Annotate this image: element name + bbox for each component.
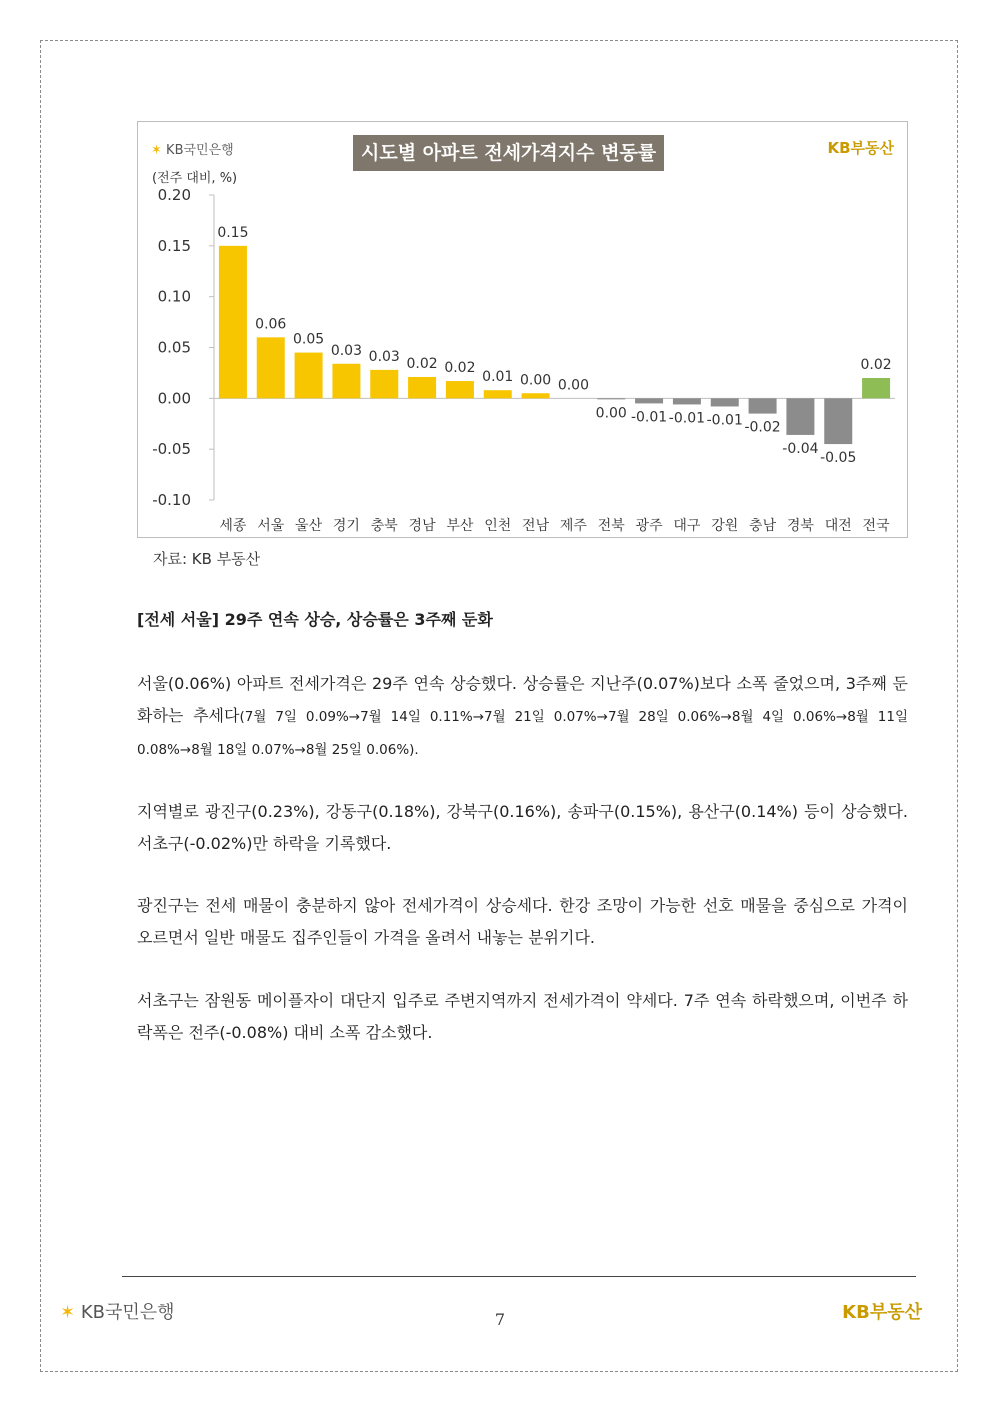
x-tick-label-경북: 경북 — [786, 518, 814, 534]
x-tick-label-충북: 충북 — [370, 518, 398, 534]
data-label-강원: -0.01 — [706, 412, 743, 429]
footer-kb-bank-logo-text: KB국민은행 — [80, 1302, 175, 1323]
bar-경남 — [408, 377, 436, 398]
bar-경기 — [332, 364, 360, 399]
kb-star-icon: ✶ — [60, 1302, 76, 1323]
bar-대전 — [824, 398, 852, 444]
paragraph-gwangjin: 광진구는 전세 매물이 충분하지 않아 전세가격이 상승세다. 한강 조망이 가능한 선호 매물을 중심으로 가격이 오르면서 일반 매물도 집주인들이 가격을 올려서 내놓는 분위기다. — [137, 896, 908, 947]
data-label-세종: 0.15 — [217, 224, 249, 241]
y-tick-label: -0.10 — [152, 491, 191, 509]
paragraph-seocho: 서초구는 잠원동 메이플자이 대단지 입주로 주변지역까지 전세가격이 약세다. 7주 연속 하락했으며, 이번주 하락폭은 전주(-0.08%) 대비 소폭 감소했다. — [137, 991, 908, 1042]
data-label-경남: 0.02 — [406, 355, 438, 372]
data-label-서울: 0.06 — [255, 316, 287, 333]
data-label-울산: 0.05 — [292, 331, 325, 348]
bar-인천 — [484, 390, 512, 398]
kb-star-icon: ✶ — [151, 143, 162, 158]
chart-kb-realestate-logo: KB부동산 — [827, 139, 894, 157]
x-tick-label-울산: 울산 — [295, 518, 323, 534]
paragraph-seoul-summary-main: 서울(0.06%) 아파트 전세가격은 29주 연속 상승했다. 상승률은 지난주(0.07%)보다 소폭 줄었으며, 3주째 둔화하는 추세다 — [137, 674, 908, 725]
data-label-대구: -0.01 — [668, 410, 706, 427]
x-tick-label-인천: 인천 — [484, 518, 512, 534]
bar-대구 — [673, 398, 701, 404]
section-heading: [전세 서울] 29주 연속 상승, 상승률은 3주째 둔화 — [137, 610, 493, 629]
data-label-충북: 0.03 — [368, 348, 400, 365]
x-tick-label-서울: 서울 — [257, 518, 285, 534]
chart-container — [137, 121, 908, 538]
x-tick-label-전국: 전국 — [862, 518, 890, 534]
footer-kb-realestate-logo: KB부동산 — [842, 1302, 922, 1323]
data-label-인천: 0.01 — [482, 369, 514, 386]
bar-충북 — [370, 370, 398, 398]
data-label-전국: 0.02 — [860, 357, 892, 373]
bar-전남 — [522, 393, 550, 398]
data-label-경기: 0.03 — [330, 342, 363, 359]
y-tick-label: 0.00 — [157, 389, 191, 408]
data-label-대전: -0.05 — [820, 450, 857, 467]
y-tick-label: -0.05 — [152, 440, 191, 459]
y-tick-label: 0.05 — [157, 338, 191, 357]
bar-강원 — [711, 398, 739, 406]
page-number: 7 — [494, 1310, 506, 1329]
bar-chart — [138, 122, 909, 539]
chart-unit-label: (전주 대비, %) — [152, 171, 238, 186]
y-tick-label: 0.20 — [157, 186, 191, 204]
bar-광주 — [635, 398, 663, 403]
data-label-충남: -0.02 — [744, 419, 781, 436]
chart-kb-bank-logo-text: KB국민은행 — [166, 143, 234, 158]
bar-울산 — [295, 353, 323, 399]
x-tick-label-대구: 대구 — [673, 518, 701, 534]
data-label-부산: 0.02 — [444, 360, 476, 377]
paragraph-seoul-summary — [137, 668, 908, 766]
bar-부산 — [446, 381, 474, 398]
x-tick-label-세종: 세종 — [219, 518, 247, 534]
bar-충남 — [749, 398, 777, 413]
x-tick-label-강원: 강원 — [711, 518, 739, 534]
chart-source: 자료: KB 부동산 — [153, 550, 261, 568]
x-tick-label-전북: 전북 — [597, 518, 625, 534]
x-tick-label-충남: 충남 — [749, 518, 777, 534]
bar-서울 — [257, 337, 285, 398]
y-tick-label: 0.15 — [157, 236, 191, 255]
y-tick-label: 0.10 — [157, 287, 191, 306]
x-tick-label-경기: 경기 — [332, 518, 360, 534]
data-label-전북: 0.00 — [595, 405, 627, 422]
x-tick-label-부산: 부산 — [446, 518, 474, 534]
bar-경북 — [786, 398, 814, 435]
data-label-경북: -0.04 — [782, 440, 819, 457]
footer-divider — [122, 1276, 916, 1277]
data-label-전남: 0.00 — [519, 372, 552, 389]
paragraph-district-changes: 지역별로 광진구(0.23%), 강동구(0.18%), 강북구(0.16%), 송파구(0.15%), 용산구(0.14%) 등이 상승했다. 서초구(-0.02%)만 하락을 기록했다. — [137, 802, 908, 853]
paragraph-seoul-summary-detail: (7월 7일 0.09%→7월 14일 0.11%→7월 21일 0.07%→7월 28일 0.06%→8월 4일 0.06%→8월 11일 0.08%→8월 18일 0.07%→8월 25일 0.06%). — [137, 709, 908, 758]
chart-title: 시도별 아파트 전세가격지수 변동률 — [353, 135, 664, 171]
bar-전북 — [597, 398, 625, 399]
chart-kb-bank-logo — [151, 139, 234, 158]
bar-전국 — [862, 378, 890, 398]
data-label-제주: 0.00 — [557, 377, 590, 394]
bar-세종 — [219, 246, 247, 399]
x-tick-label-경남: 경남 — [408, 518, 436, 534]
x-tick-label-대전: 대전 — [824, 518, 852, 534]
x-tick-label-광주: 광주 — [635, 518, 663, 534]
data-label-광주: -0.01 — [630, 409, 668, 426]
x-tick-label-제주: 제주 — [559, 518, 587, 534]
x-tick-label-전남: 전남 — [522, 518, 550, 534]
